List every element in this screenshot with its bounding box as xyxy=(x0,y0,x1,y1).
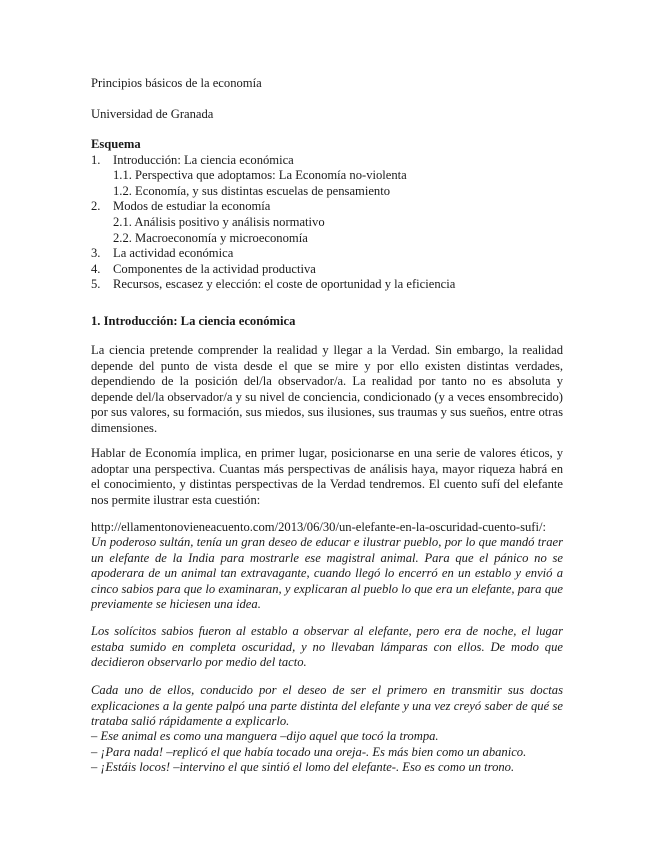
scheme-item-label: Modos de estudiar la economía xyxy=(113,199,271,214)
scheme-block xyxy=(91,137,563,293)
scheme-item-row xyxy=(91,246,563,262)
scheme-item xyxy=(91,153,563,200)
scheme-item-label: La actividad económica xyxy=(113,246,234,261)
scheme-item xyxy=(91,199,563,246)
story-paragraph-2: Los solícitos sabios fueron al establo a observar al elefante, pero era de noche, el lugar estaba sumido en completa oscuridad, y no llevaban lámparas con ellos. De modo que decidieron observarlo por medio del tacto. xyxy=(91,624,563,670)
scheme-subitem: 1.2. Economía, y sus distintas escuelas de pensamiento xyxy=(113,183,391,198)
dialog-line: – Ese animal es como una manguera –dijo aquel que tocó la trompa. xyxy=(91,729,439,743)
scheme-item-number: 5. xyxy=(91,277,101,292)
scheme-subitem: 2.1. Análisis positivo y análisis normativo xyxy=(113,214,325,229)
dialog-line: – ¡Estáis locos! –intervino el que sintió el lomo del elefante-. Eso es como un trono. xyxy=(91,760,515,775)
scheme-item-number: 1. xyxy=(91,152,101,167)
scheme-item-row xyxy=(91,153,563,169)
scheme-item-row xyxy=(91,277,563,293)
scheme-item-label: Componentes de la actividad productiva xyxy=(113,261,316,276)
dialog-line: – ¡Para nada! –replicó el que había tocado una oreja-. Es más bien como un abanico. xyxy=(91,744,527,759)
scheme-item xyxy=(91,262,563,278)
scheme-item-row xyxy=(91,262,563,278)
scheme-item-label: Recursos, escasez y elección: el coste de oportunidad y la eficiencia xyxy=(113,277,456,292)
scheme-item-number: 2. xyxy=(91,199,101,214)
scheme-heading: Esquema xyxy=(91,137,141,151)
document-title: Principios básicos de la economía xyxy=(91,76,262,90)
scheme-subitem: 1.1. Perspectiva que adoptamos: La Economía no-violenta xyxy=(113,168,407,183)
story-source-url: http://ellamentonovieneacuento.com/2013/06/30/un-elefante-en-la-oscuridad-cuento-sufi/: xyxy=(91,520,546,534)
scheme-item-number: 3. xyxy=(91,246,101,261)
section1-paragraph-2: Hablar de Economía implica, en primer lugar, posicionarse en una serie de valores éticos, y adoptar una perspectiva. Cuantas más perspectivas de análisis haya, mayor riqueza habrá en el conocimiento, y distintas perspectivas de la Verdad tendremos. El cuento sufí del elefante nos permite ilustrar esta cuestión: xyxy=(91,446,563,507)
story-paragraph-3: Cada uno de ellos, conducido por el deseo de ser el primero en transmitir sus doctas explicaciones a la gente palpó una parte distinta del elefante y una vez creyó saber de qué se trataba salió rápidamente a explicarlo. xyxy=(91,683,563,729)
scheme-item-row xyxy=(91,199,563,215)
scheme-item-number: 4. xyxy=(91,261,101,276)
story-dialog xyxy=(91,729,563,776)
scheme-item xyxy=(91,277,563,293)
section1-heading: 1. Introducción: La ciencia económica xyxy=(91,314,296,328)
university-name: Universidad de Granada xyxy=(91,107,214,121)
scheme-item-label: Introducción: La ciencia económica xyxy=(113,152,294,167)
story-paragraph-1: Un poderoso sultán, tenía un gran deseo de educar e ilustrar pueblo, por lo que mandó traer un elefante de la India para mostrarle ese magistral animal. Para que el pánico no se apoderara de un animal tan extravagante, cuando llegó lo encerró en un establo y envió a cinco sabios para que lo examinaran, y explicaran al pueblo lo que era un elefante, para que previamente se hiciesen una idea. xyxy=(91,535,563,612)
section1-paragraph-1: La ciencia pretende comprender la realidad y llegar a la Verdad. Sin embargo, la realidad depende del punto de vista desde el que se mire y por ello existen distintas verdades, dependiendo de la posición del/la observador/a. La realidad por tanto no es absoluta y depende del/la observador/a y su nivel de conciencia, condicionado (y a veces ensombrecido) por sus valores, su formación, sus miedos, sus ilusiones, sus traumas y sus sueños, entre otras dimensiones. xyxy=(91,343,563,435)
scheme-list xyxy=(91,153,563,293)
scheme-item xyxy=(91,246,563,262)
scheme-subitem: 2.2. Macroeconomía y microeconomía xyxy=(113,230,308,245)
